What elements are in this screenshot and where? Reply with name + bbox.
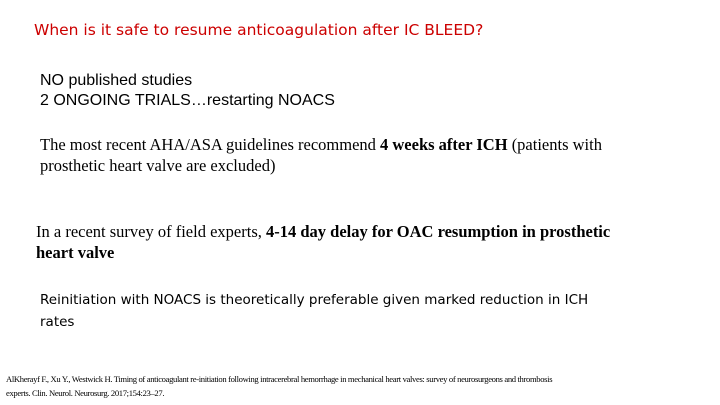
survey-block — [36, 221, 610, 263]
guidelines-block — [40, 134, 602, 176]
reinitiation-block — [40, 289, 588, 333]
guidelines-line-2: prosthetic heart valve are excluded) — [40, 156, 276, 175]
status-line-2: 2 ONGOING TRIALS…restarting NOACS — [40, 92, 335, 109]
guidelines-text: The most recent AHA/ASA guidelines recommend — [40, 135, 381, 154]
survey-emphasis: 4-14 day delay for OAC resumption in prosthetic — [266, 222, 611, 241]
reference-line-2: experts. Clin. Neurol. Neurosurg. 2017;154:23–27. — [6, 387, 165, 398]
survey-emphasis-cont: heart valve — [36, 243, 115, 262]
survey-line-1 — [36, 221, 610, 242]
guidelines-line-1 — [40, 134, 602, 155]
slide-title: When is it safe to resume anticoagulation after IC BLEED? — [34, 21, 484, 39]
survey-text: In a recent survey of field experts, — [36, 222, 266, 241]
reinitiation-line-1: Reinitiation with NOACS is theoretically preferable given marked reduction in ICH — [40, 292, 589, 308]
guidelines-text-cont: (patients with — [507, 135, 602, 154]
reinitiation-line-2: rates — [40, 314, 75, 330]
status-line-1: NO published studies — [40, 72, 193, 89]
survey-line-2 — [36, 242, 610, 263]
reference-citation — [6, 373, 552, 400]
trial-status-block — [40, 71, 335, 111]
guidelines-emphasis: 4 weeks after ICH — [380, 135, 508, 154]
reference-line-1: AlKherayf F., Xu Y., Westwick H. Timing of anticoagulant re-initiation following intracerebral hemorrhage in mechanical heart valves: survey of neurosurgeons and thrombosis — [6, 374, 553, 384]
